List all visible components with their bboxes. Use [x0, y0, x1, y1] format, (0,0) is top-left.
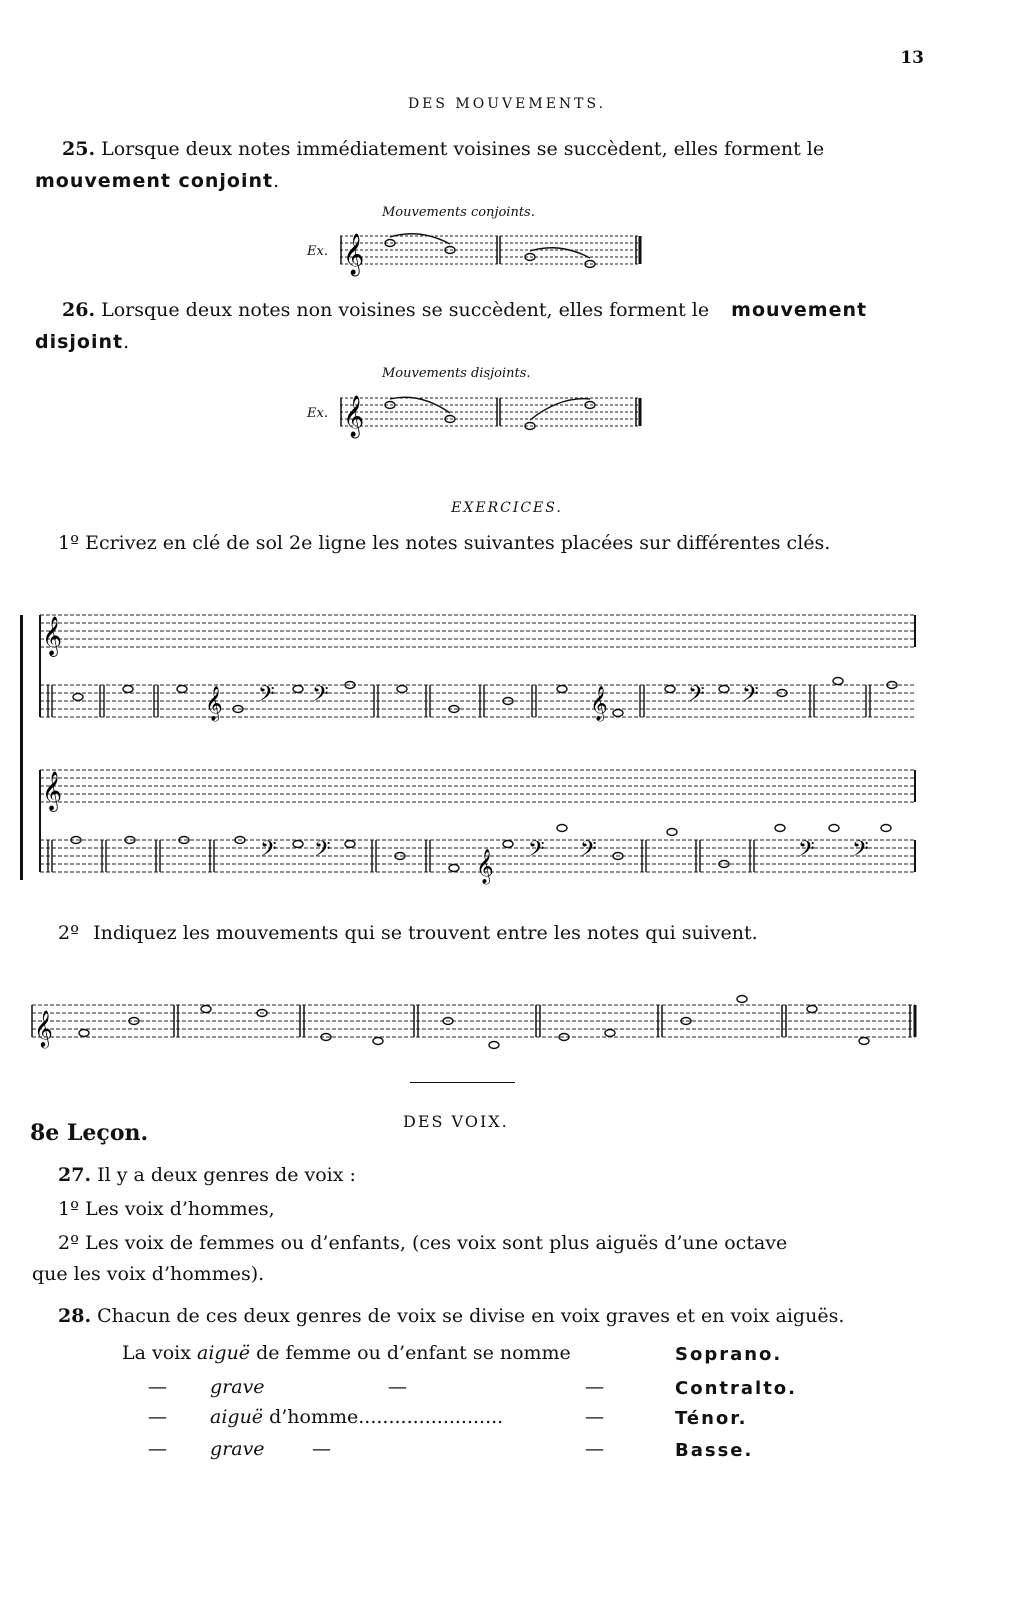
exercise-number: 2º: [58, 922, 80, 944]
voice-lead: La voix: [122, 1342, 191, 1364]
voice-genre-2: [58, 1232, 938, 1254]
exercise-text: Indiquez les mouvements qui se trouvent entre les notes qui suivent.: [93, 922, 758, 944]
svg-text:𝄢: 𝄢: [528, 837, 545, 867]
voice-rest: de femme ou d’enfant se nomme: [256, 1342, 571, 1364]
period: .: [273, 170, 280, 192]
svg-text:𝄞: 𝄞: [590, 686, 608, 721]
lesson-label: 8e Leçon.: [30, 1120, 149, 1146]
paragraph-28: [58, 1305, 844, 1327]
paragraph-26-term: [35, 327, 935, 358]
voice-row-tenor-text: [210, 1406, 503, 1428]
example-caption-disjoints: Mouvements disjoints.: [382, 366, 531, 381]
voice-row-tenor-lead: —: [148, 1406, 167, 1428]
voice-row-soprano: [122, 1342, 571, 1364]
svg-text:𝄞: 𝄞: [42, 771, 63, 811]
paragraph-text: Lorsque deux notes immédiatement voisines se succèdent, elles forment le: [101, 138, 825, 160]
exercise-2: [58, 918, 958, 949]
divider: [410, 1082, 515, 1084]
paragraph-number: 26.: [62, 299, 96, 321]
page-number: 13: [900, 48, 924, 68]
paragraph-number: 27.: [58, 1164, 92, 1186]
svg-text:𝄞: 𝄞: [205, 686, 223, 721]
paragraph-number: 25.: [62, 138, 96, 160]
voice-rest-basse: —: [312, 1438, 331, 1460]
svg-text:𝄞: 𝄞: [343, 234, 365, 275]
exercise-1: [58, 528, 958, 559]
svg-text:𝄢: 𝄢: [798, 837, 815, 867]
voice-adj-basse: grave: [210, 1438, 265, 1460]
svg-text:𝄞: 𝄞: [343, 396, 365, 437]
music-example-conjoint: [340, 228, 650, 276]
voice-genre-2-cont: que les voix d’hommes).: [32, 1263, 265, 1285]
exercise-number: 1º: [58, 532, 80, 554]
voice-genre-1: [58, 1198, 275, 1220]
exercise-1-system-2: [20, 760, 920, 884]
voice-dash-basse: —: [585, 1438, 604, 1460]
exercise-2-staff: [30, 995, 920, 1055]
section-heading-mouvements: DES MOUVEMENTS.: [407, 96, 607, 112]
svg-text:𝄢: 𝄢: [852, 837, 869, 867]
exercices-heading: EXERCICES.: [451, 500, 563, 516]
svg-text:𝄢: 𝄢: [258, 682, 275, 712]
exercise-1-system-1: [20, 605, 920, 725]
music-example-disjoint: [340, 390, 650, 438]
example-label: Ex.: [307, 406, 328, 421]
svg-text:𝄢: 𝄢: [314, 837, 331, 867]
paragraph-25-term: [35, 166, 935, 197]
term-mouvement-conjoint: mouvement conjoint: [35, 170, 274, 192]
svg-text:𝄞: 𝄞: [42, 616, 63, 656]
voice-dash-tenor: —: [585, 1406, 604, 1428]
paragraph-text: Lorsque deux notes non voisines se succèdent, elles forment le: [101, 299, 710, 321]
item-number: 1º: [58, 1198, 80, 1220]
voice-name-soprano: Soprano.: [675, 1344, 783, 1365]
svg-text:𝄢: 𝄢: [580, 837, 597, 867]
svg-text:𝄢: 𝄢: [688, 682, 705, 712]
voice-dash-contralto: —: [585, 1376, 604, 1398]
term-mouvement: mouvement: [731, 299, 868, 321]
paragraph-text: Il y a deux genres de voix :: [97, 1164, 356, 1186]
voice-name-basse: Basse.: [675, 1440, 754, 1461]
item-number: 2º: [58, 1232, 80, 1254]
svg-text:𝄢: 𝄢: [742, 682, 759, 712]
voice-adj: aiguë: [197, 1342, 251, 1364]
svg-text:𝄞: 𝄞: [34, 1009, 53, 1047]
paragraph-number: 28.: [58, 1305, 92, 1327]
svg-text:𝄢: 𝄢: [260, 837, 277, 867]
voice-name-contralto: Contralto.: [675, 1378, 797, 1399]
svg-text:𝄞: 𝄞: [476, 849, 494, 884]
voice-name-tenor: Ténor.: [675, 1408, 748, 1429]
exercise-text: Ecrivez en clé de sol 2e ligne les notes suivantes placées sur différentes clés.: [85, 532, 831, 554]
item-text: Les voix d’hommes,: [85, 1198, 275, 1220]
voice-row-basse-lead: —: [148, 1438, 167, 1460]
paragraph-27: [58, 1164, 356, 1186]
voice-rest-contralto: —: [388, 1376, 407, 1398]
paragraph-text: Chacun de ces deux genres de voix se divise en voix graves et en voix aiguës.: [97, 1305, 845, 1327]
voice-adj-contralto: grave: [210, 1376, 265, 1398]
voice-rest-tenor: d’homme........................: [269, 1406, 504, 1428]
paragraph-25: [62, 134, 962, 165]
svg-text:𝄢: 𝄢: [312, 682, 329, 712]
period: .: [123, 331, 130, 353]
lesson-heading: DES VOIX.: [403, 1112, 509, 1131]
term-disjoint: disjoint: [35, 331, 124, 353]
example-label: Ex.: [307, 244, 328, 259]
example-caption-conjoints: Mouvements conjoints.: [382, 205, 535, 220]
paragraph-26: [62, 295, 962, 326]
item-text: Les voix de femmes ou d’enfants, (ces voix sont plus aiguës d’une octave: [85, 1232, 788, 1254]
voice-row-contralto-lead: —: [148, 1376, 167, 1398]
voice-adj-tenor: aiguë: [210, 1406, 264, 1428]
